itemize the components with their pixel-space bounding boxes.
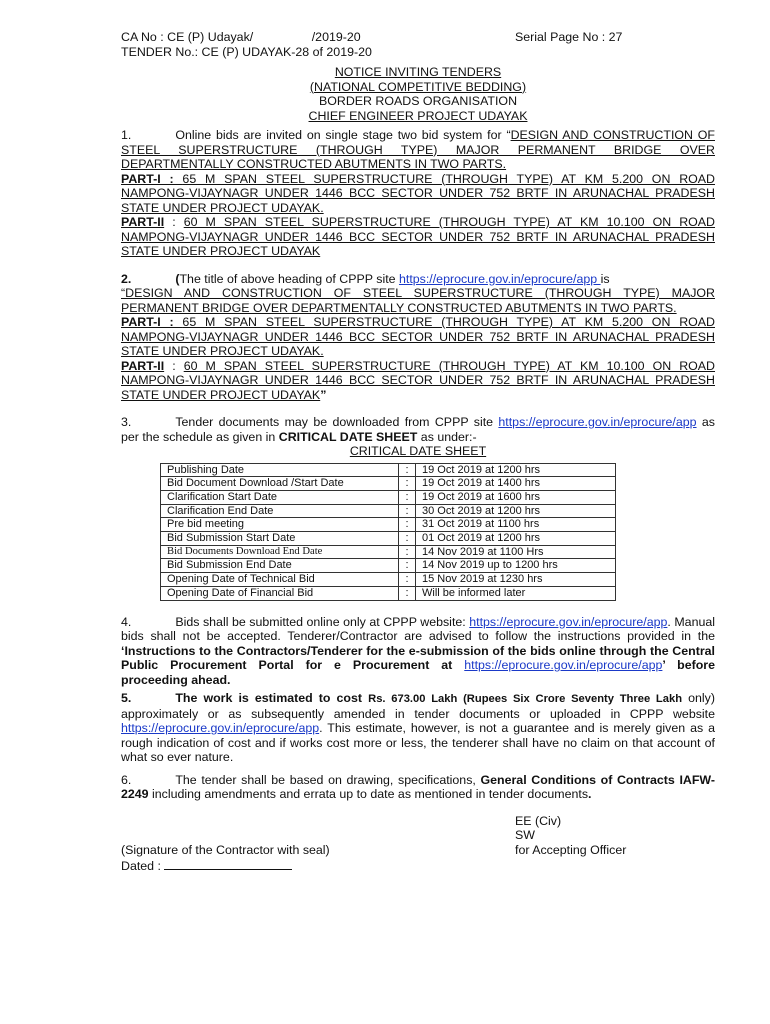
title-notice: NOTICE INVITING TENDERS (334, 65, 502, 79)
paragraph-3: 3. Tender documents may be downloaded from CPPP site https://eprocure.gov.in/eprocure/app as per the schedule as given in CRITICAL DATE SHEET as under:- (121, 415, 716, 444)
part-2-label: PART-II (121, 358, 165, 373)
title-organisation: BORDER ROADS ORGANISATION (318, 94, 518, 108)
date-line (164, 857, 292, 870)
cppp-link[interactable]: https://eprocure.gov.in/eprocure/app (464, 658, 663, 673)
paragraph-5: 5. The work is estimated to cost Rs. 673.00 Lakh (Rupees Six Crore Seventy Three Lakh only) approximately or as subsequently amended in tender documents or uploaded in CPPP website https://eprocure.gov.in/eprocure/app. This estimate, however, is not a guarantee and is merely given as a rough indication of cost and if works cost more or less, the tenderer shall have no claim on that account of what so ever nature. (121, 691, 715, 765)
signature-block (121, 814, 715, 876)
para-number: 3. (121, 415, 132, 429)
tender-notice-page (121, 30, 715, 876)
para-number: 1. (121, 128, 132, 142)
title-project: CHIEF ENGINEER PROJECT UDAYAK (308, 108, 528, 123)
cppp-link[interactable]: https://eprocure.gov.in/eprocure/app (498, 415, 697, 429)
table-row: Bid Submission Start Date : 01 Oct 2019 at 1200 hrs (161, 532, 616, 546)
para-number: 2. (121, 271, 132, 286)
part-2-text: 60 M SPAN STEEL SUPERSTRUCTURE (THROUGH TYPE) AT KM 10.100 ON ROAD NAMPONG-VIJAYNAGR UNDER 1446 BCC SECTOR UNDER 752 BRTF IN ARUNACHAL PRADESH STATE UNDER PROJECT UDAYAK (121, 358, 716, 402)
notice-titles (121, 65, 715, 123)
title-bidding: (NATIONAL COMPETITIVE BEDDING) (309, 79, 527, 94)
para-number: 6. (121, 772, 132, 787)
part-1-text: 65 M SPAN STEEL SUPERSTRUCTURE (THROUGH TYPE) AT KM 5.200 ON ROAD NAMPONG-VIJAYNAGR UNDER 1446 BCC SECTOR UNDER 752 BRTF IN ARUNACHAL PRADESH STATE UNDER PROJECT UDAYAK. (121, 315, 715, 358)
table-row: Pre bid meeting : 31 Oct 2019 at 1100 hrs (161, 518, 616, 532)
part-1-label: PART-I : (121, 171, 183, 186)
paragraph-1: 1. Online bids are invited on single stage two bid system for “DESIGN AND CONSTRUCTION OF STEEL SUPERSTRUCTURE (THROUGH TYPE) MAJOR PERMANENT BRIDGE OVER DEPARTMENTALLY CONSTRUCTED ABUTMENTS IN TWO PARTS. PART-I : 65 M SPAN STEEL SUPERSTRUCTURE (THROUGH TYPE) AT KM 5.200 ON ROAD NAMPONG-VIJAYNAGR UNDER 1446 BCC SECTOR UNDER 752 BRTF IN ARUNACHAL PRADESH STATE UNDER PROJECT UDAYAK. PART-II : 60 M SPAN STEEL SUPERSTRUCTURE (THROUGH TYPE) AT KM 10.100 ON ROAD NAMPONG-VIJAYNAGR UNDER 1446 BCC SECTOR UNDER 752 BRTF IN ARUNACHAL PRADESH STATE UNDER PROJECT UDAYAK (121, 128, 716, 258)
table-row: Clarification End Date : 30 Oct 2019 at 1200 hrs (161, 504, 616, 518)
tender-number: TENDER No.: CE (P) UDAYAK-28 of 2019-20 (121, 44, 372, 59)
ca-number: CA No : CE (P) Udayak/ /2019-20 (121, 30, 361, 44)
part-2-label: PART-II (121, 215, 165, 229)
paragraph-4: 4. Bids shall be submitted online only at CPPP website: https://eprocure.gov.in/eprocure/app. Manual bids shall not be accepted. Tenderer/Contractor are advised to follow the instructions provided in the ‘Instructions to the Contractors/Tenderer for the e-submission of the bids online through the Central Public Procurement Portal for e Procurement at https://eprocure.gov.in/eprocure/app’ before proceeding ahead. (121, 614, 715, 687)
document-header (121, 30, 715, 59)
critical-date-sheet-title: CRITICAL DATE SHEET (349, 444, 487, 458)
accepting-officer: EE (Civ) SW for Accepting Officer (515, 813, 627, 857)
cppp-link[interactable]: https://eprocure.gov.in/eprocure/app (398, 271, 601, 286)
part-2-text: 60 M SPAN STEEL SUPERSTRUCTURE (THROUGH TYPE) AT KM 10.100 ON ROAD NAMPONG-VIJAYNAGR UNDER 1446 BCC SECTOR UNDER 752 BRTF IN ARUNACHAL PRADESH STATE UNDER PROJECT UDAYAK (121, 215, 716, 258)
contractor-signature: (Signature of the Contractor with seal) Dated : (121, 842, 330, 874)
table-row: Publishing Date : 19 Oct 2019 at 1200 hrs (161, 463, 616, 477)
cppp-link[interactable]: https://eprocure.gov.in/eprocure/app (121, 721, 320, 736)
table-row: Bid Document Download /Start Date : 19 Oct 2019 at 1400 hrs (161, 477, 616, 491)
table-row: Clarification Start Date : 19 Oct 2019 at 1600 hrs (161, 490, 616, 504)
work-title: “DESIGN AND CONSTRUCTION OF STEEL SUPERSTRUCTURE (THROUGH TYPE) MAJOR PERMANENT BRIDGE OVER DEPARTMENTALLY CONSTRUCTED ABUTMENTS IN TWO PARTS. (121, 286, 715, 315)
table-row: Bid Submission End Date : 14 Nov 2019 up to 1200 hrs (161, 559, 616, 573)
estimated-cost: Rs. 673.00 Lakh (Rupees Six Crore Seventy Three Lakh (368, 693, 683, 706)
part-1-text: 65 M SPAN STEEL SUPERSTRUCTURE (THROUGH TYPE) AT KM 5.200 ON ROAD NAMPONG-VIJAYNAGR UNDER 1446 BCC SECTOR UNDER 752 BRTF IN ARUNACHAL PRADESH STATE UNDER PROJECT UDAYAK. (121, 171, 715, 215)
serial-page-number: Serial Page No : 27 (515, 30, 623, 44)
cppp-link[interactable]: https://eprocure.gov.in/eprocure/app (469, 614, 668, 629)
dated-label: Dated : (121, 859, 165, 874)
para-number: 5. (121, 691, 132, 706)
part-1-label: PART-I : (121, 315, 183, 329)
work-title: DESIGN AND CONSTRUCTION OF STEEL SUPERSTRUCTURE (THROUGH TYPE) MAJOR PERMANENT BRIDGE OVER DEPARTMENTALLY CONSTRUCTED ABUTMENTS IN TWO PARTS. (121, 128, 715, 171)
table-row: Bid Documents Download End Date : 14 Nov 2019 at 1100 Hrs (161, 545, 616, 559)
table-row: Opening Date of Financial Bid : Will be informed later (161, 586, 616, 600)
paragraph-6: 6. The tender shall be based on drawing, specifications, General Conditions of Contracts IAFW-2249 including amendments and errata up to date as mentioned in tender documents. (121, 772, 715, 802)
table-row: Opening Date of Technical Bid : 15 Nov 2019 at 1230 hrs (161, 573, 616, 587)
critical-date-table (160, 463, 616, 601)
paragraph-2: 2. (The title of above heading of CPPP site https://eprocure.gov.in/eprocure/app is “DESIGN AND CONSTRUCTION OF STEEL SUPERSTRUCTURE (THROUGH TYPE) MAJOR PERMANENT BRIDGE OVER DEPARTMENTALLY CONSTRUCTED ABUTMENTS IN TWO PARTS. PART-I : 65 M SPAN STEEL SUPERSTRUCTURE (THROUGH TYPE) AT KM 5.200 ON ROAD NAMPONG-VIJAYNAGR UNDER 1446 BCC SECTOR UNDER 752 BRTF IN ARUNACHAL PRADESH STATE UNDER PROJECT UDAYAK. PART-II : 60 M SPAN STEEL SUPERSTRUCTURE (THROUGH TYPE) AT KM 10.100 ON ROAD NAMPONG-VIJAYNAGR UNDER 1446 BCC SECTOR UNDER 752 BRTF IN ARUNACHAL PRADESH STATE UNDER PROJECT UDAYAK” (121, 271, 716, 402)
para-number: 4. (121, 614, 132, 629)
